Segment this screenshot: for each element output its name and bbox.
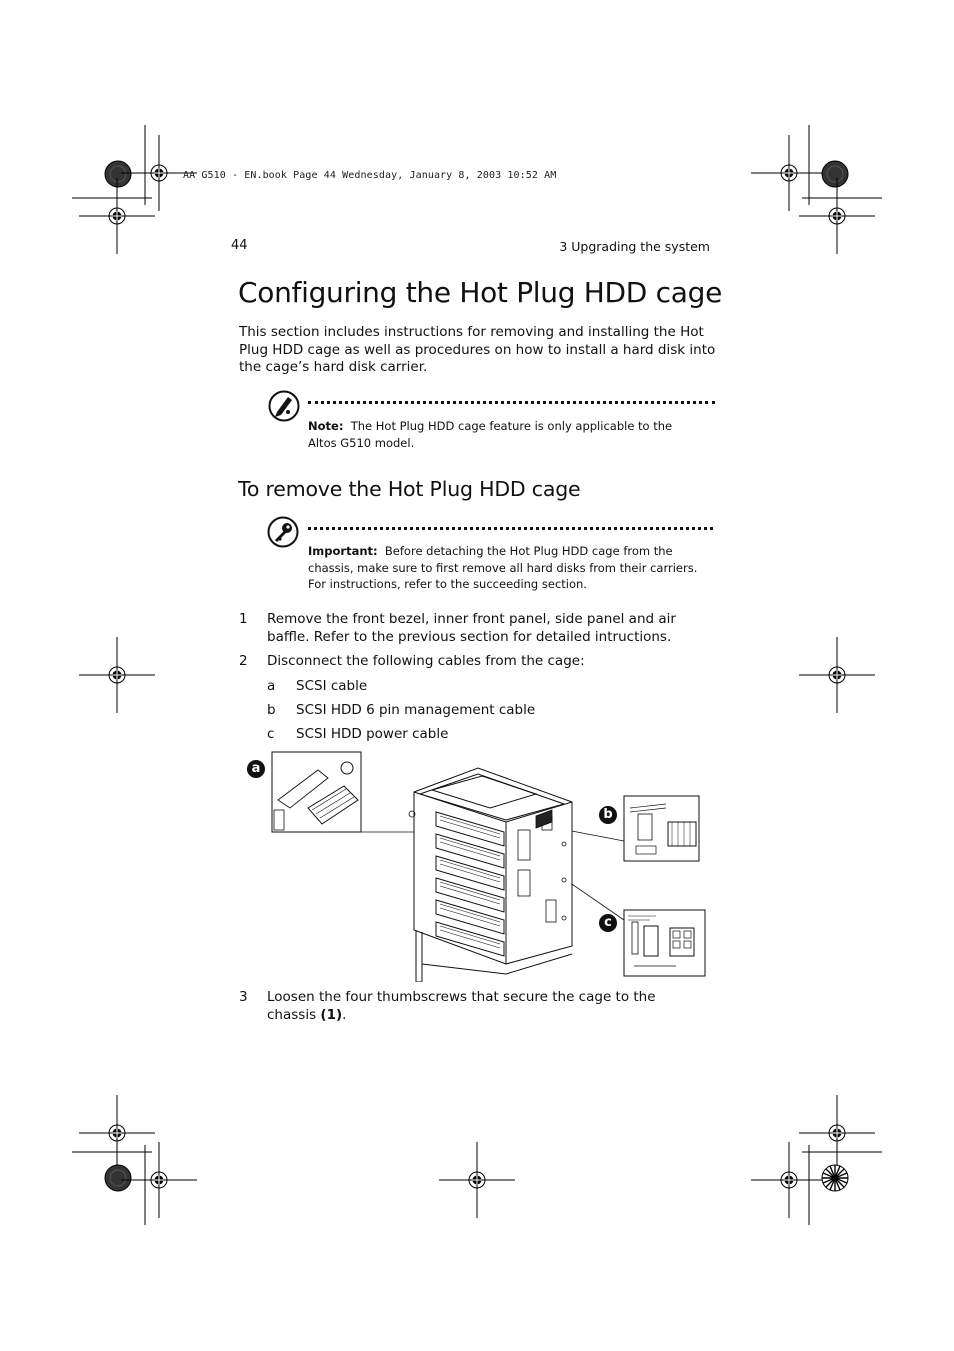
step-1-number: 1 xyxy=(239,611,248,627)
callout-c-badge: c xyxy=(599,914,617,932)
important-text xyxy=(308,543,708,593)
note-label: Note: xyxy=(308,419,344,433)
step-3-text xyxy=(267,989,707,1024)
substep-c-letter: c xyxy=(267,726,275,742)
running-head: 3 Upgrading the system xyxy=(559,239,710,254)
book-slug-line: AA G510 - EN.book Page 44 Wednesday, January 8, 2003 10:52 AM xyxy=(183,170,557,181)
intro-paragraph: This section includes instructions for removing and installing the Hot Plug HDD cage as well as procedures on how to install a hard disk into the cage’s hard disk carrier. xyxy=(239,324,716,375)
step-3-body: Loosen the four thumbscrews that secure the cage to the chassis xyxy=(267,989,656,1023)
substep-c-text: SCSI HDD power cable xyxy=(296,726,449,742)
page-title: Configuring the Hot Plug HDD cage xyxy=(238,276,723,309)
note-text xyxy=(308,418,703,451)
step-2-number: 2 xyxy=(239,653,248,669)
step-3-callout-ref: (1) xyxy=(320,1006,343,1023)
callout-b-badge: b xyxy=(599,806,617,824)
hdd-cage-drawing xyxy=(246,750,716,982)
important-key-icon xyxy=(267,516,299,548)
note-divider xyxy=(308,401,715,404)
step-1-text: Remove the front bezel, inner front panel, side panel and air baffle. Refer to the previous section for detailed intructions. xyxy=(267,611,676,645)
important-divider xyxy=(308,527,713,530)
section-heading: To remove the Hot Plug HDD cage xyxy=(238,477,581,501)
important-body: Before detaching the Hot Plug HDD cage from the chassis, make sure to first remove all hard disks from their carriers. For instructions, refer to the succeeding section. xyxy=(308,544,698,591)
step-2-text: Disconnect the following cables from the cage: xyxy=(267,653,585,669)
note-pen-icon xyxy=(268,390,300,422)
callout-a-badge: a xyxy=(247,760,265,778)
note-body: The Hot Plug HDD cage feature is only applicable to the Altos G510 model. xyxy=(308,419,673,450)
substep-a-text: SCSI cable xyxy=(296,678,368,694)
substep-b-letter: b xyxy=(267,702,276,718)
substep-b-text: SCSI HDD 6 pin management cable xyxy=(296,702,536,718)
step-3-end: . xyxy=(342,1006,347,1023)
substep-a-letter: a xyxy=(267,678,276,694)
step-3-number: 3 xyxy=(239,989,248,1005)
page-number: 44 xyxy=(231,238,248,253)
hdd-cage-figure xyxy=(246,750,716,982)
important-label: Important: xyxy=(308,544,378,558)
